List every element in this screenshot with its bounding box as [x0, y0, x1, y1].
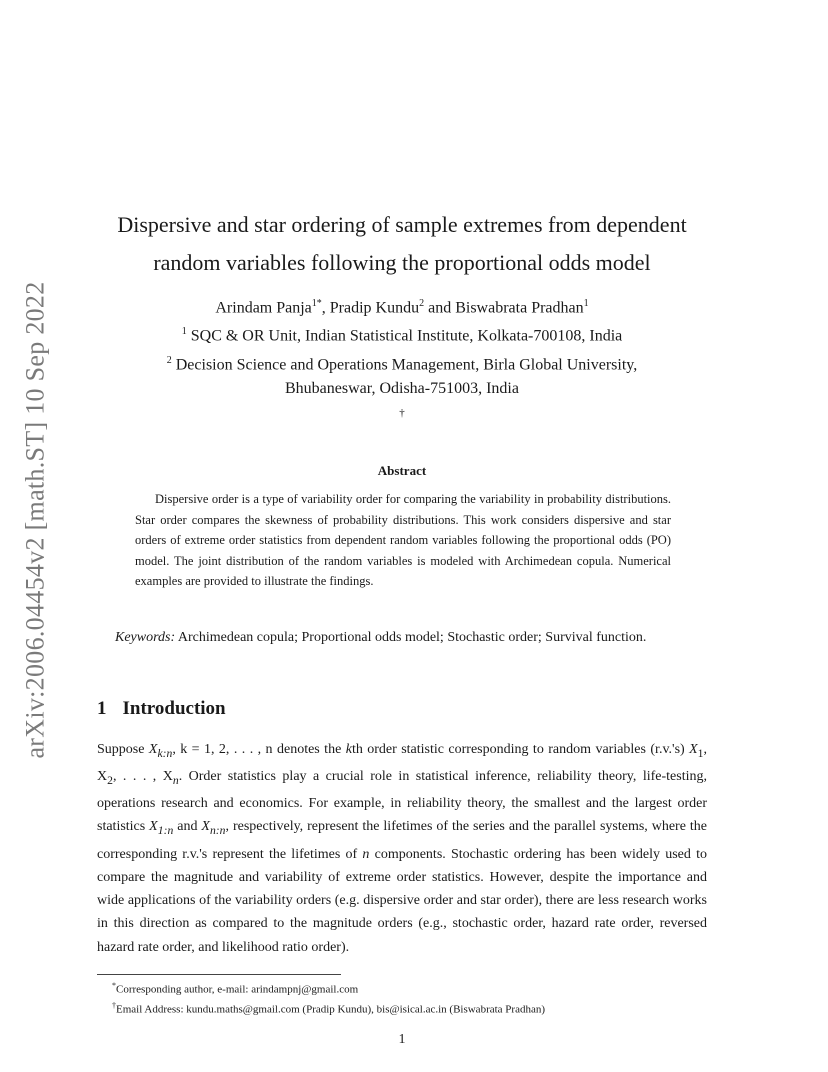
affiliation-1-text: SQC & OR Unit, Indian Statistical Institute, Kolkata-700108, India: [190, 327, 623, 345]
affiliation-2-line-1: Decision Science and Operations Management, Birla Global University,: [175, 355, 638, 373]
math-subscript: 1:n: [157, 824, 174, 838]
math-subscript: k:n: [157, 746, 173, 760]
intro-text: th order statistic corresponding to random variables (r.v.'s): [351, 742, 690, 757]
paper-title: [80, 206, 724, 282]
author-block: [80, 292, 724, 425]
author-1-name: Arindam Panja: [215, 299, 312, 317]
footnote-2-text: Email Address: kundu.maths@gmail.com (Pradip Kundu), bis@isical.ac.in (Biswabrata Pradhan): [116, 1003, 546, 1016]
footnote-1-mark: *: [112, 981, 116, 990]
section-number: 1: [97, 698, 107, 719]
introduction-paragraph: [97, 738, 707, 959]
author-3-mark: 1: [583, 298, 589, 309]
author-3-name: and Biswabrata Pradhan: [424, 299, 584, 317]
abstract-heading: Abstract: [377, 463, 427, 478]
math-k: k: [345, 742, 352, 757]
author-2-name: , Pradip Kundu: [321, 299, 420, 317]
intro-text: and: [173, 819, 202, 835]
affiliation-2-line-2: Bhubaneswar, Odisha-751003, India: [285, 379, 519, 397]
author-1-marks: 1*: [311, 298, 322, 309]
keywords-label: Keywords:: [115, 630, 176, 645]
affiliation-1-mark: 1: [181, 326, 187, 338]
author-2-mark: 2: [419, 298, 425, 309]
section-heading-introduction: [97, 698, 226, 720]
math-x: X: [201, 819, 210, 835]
intro-text: components. Stochastic ordering has been widely used to compare the magnitude and variability of extreme order statistics. However, despite the importance and wide applications of the variability orders (e.g. dispersive order and star order), there are less research works in this direction as compared to the magnitude orders (e.g., stochastic order, hazard rate order, reversed hazard rate order, and likelihood ratio order).: [97, 846, 707, 955]
math-x: X: [148, 742, 158, 757]
math-n: n: [362, 846, 370, 862]
keywords-text: Archimedean copula; Proportional odds model; Stochastic order; Survival function.: [175, 630, 647, 645]
arxiv-stamp-text: arXiv:2006.04454v2 [math.ST] 10 Sep 2022: [21, 281, 51, 759]
page-number: 1: [398, 1032, 406, 1047]
affiliation-1: [80, 320, 724, 348]
math-subscript: n: [172, 773, 179, 787]
math-subscript: 2: [107, 773, 113, 787]
title-line-1: Dispersive and star ordering of sample extremes from dependent: [117, 212, 687, 237]
footnote-1: [112, 978, 712, 998]
dagger-mark: †: [399, 406, 405, 419]
math-subscript: 1: [697, 746, 704, 760]
intro-text: , . . . , X: [112, 769, 173, 785]
footnote-rule: [97, 974, 341, 975]
math-x: X: [149, 819, 158, 835]
arxiv-identifier-stamp: [8, 270, 64, 770]
math-x: X: [689, 742, 698, 757]
intro-text: Suppose: [97, 742, 149, 757]
footnote-2: [112, 998, 712, 1018]
footnotes: [112, 978, 712, 1017]
math-x: , X: [97, 742, 707, 785]
affiliation-2: [80, 349, 724, 377]
intro-text: , k = 1, 2, . . . , n denotes the: [172, 742, 346, 757]
math-subscript: n:n: [209, 824, 226, 838]
affiliation-2-mark: 2: [166, 354, 172, 366]
author-names: [80, 292, 724, 320]
title-line-2: random variables following the proportional odds model: [153, 250, 651, 275]
intro-text: . Order statistics play a crucial role in statistical inference, reliability theory, life-testing, operations research and economics. For example, in reliability theory, the smallest and the largest order statistics: [97, 769, 707, 835]
abstract-text: Dispersive order is a type of variability order for comparing the variability in probability distributions. Star order compares the skewness of probability distributions. This work considers dispersive and star orders of extreme order statistics from dependent random variables following the proportional odds (PO) model. The joint distribution of the random variables is modeled with Archimedean copula. Numerical examples are provided to illustrate the findings.: [135, 492, 671, 588]
footnote-2-mark: †: [112, 1000, 116, 1010]
keywords: [97, 626, 707, 649]
section-title: Introduction: [122, 698, 226, 719]
intro-text: , respectively, represent the lifetimes of the series and the parallel systems, where the corresponding r.v.'s represent the lifetimes of: [97, 819, 707, 862]
footnote-1-text: Corresponding author, e-mail: arindampnj@gmail.com: [116, 983, 359, 996]
